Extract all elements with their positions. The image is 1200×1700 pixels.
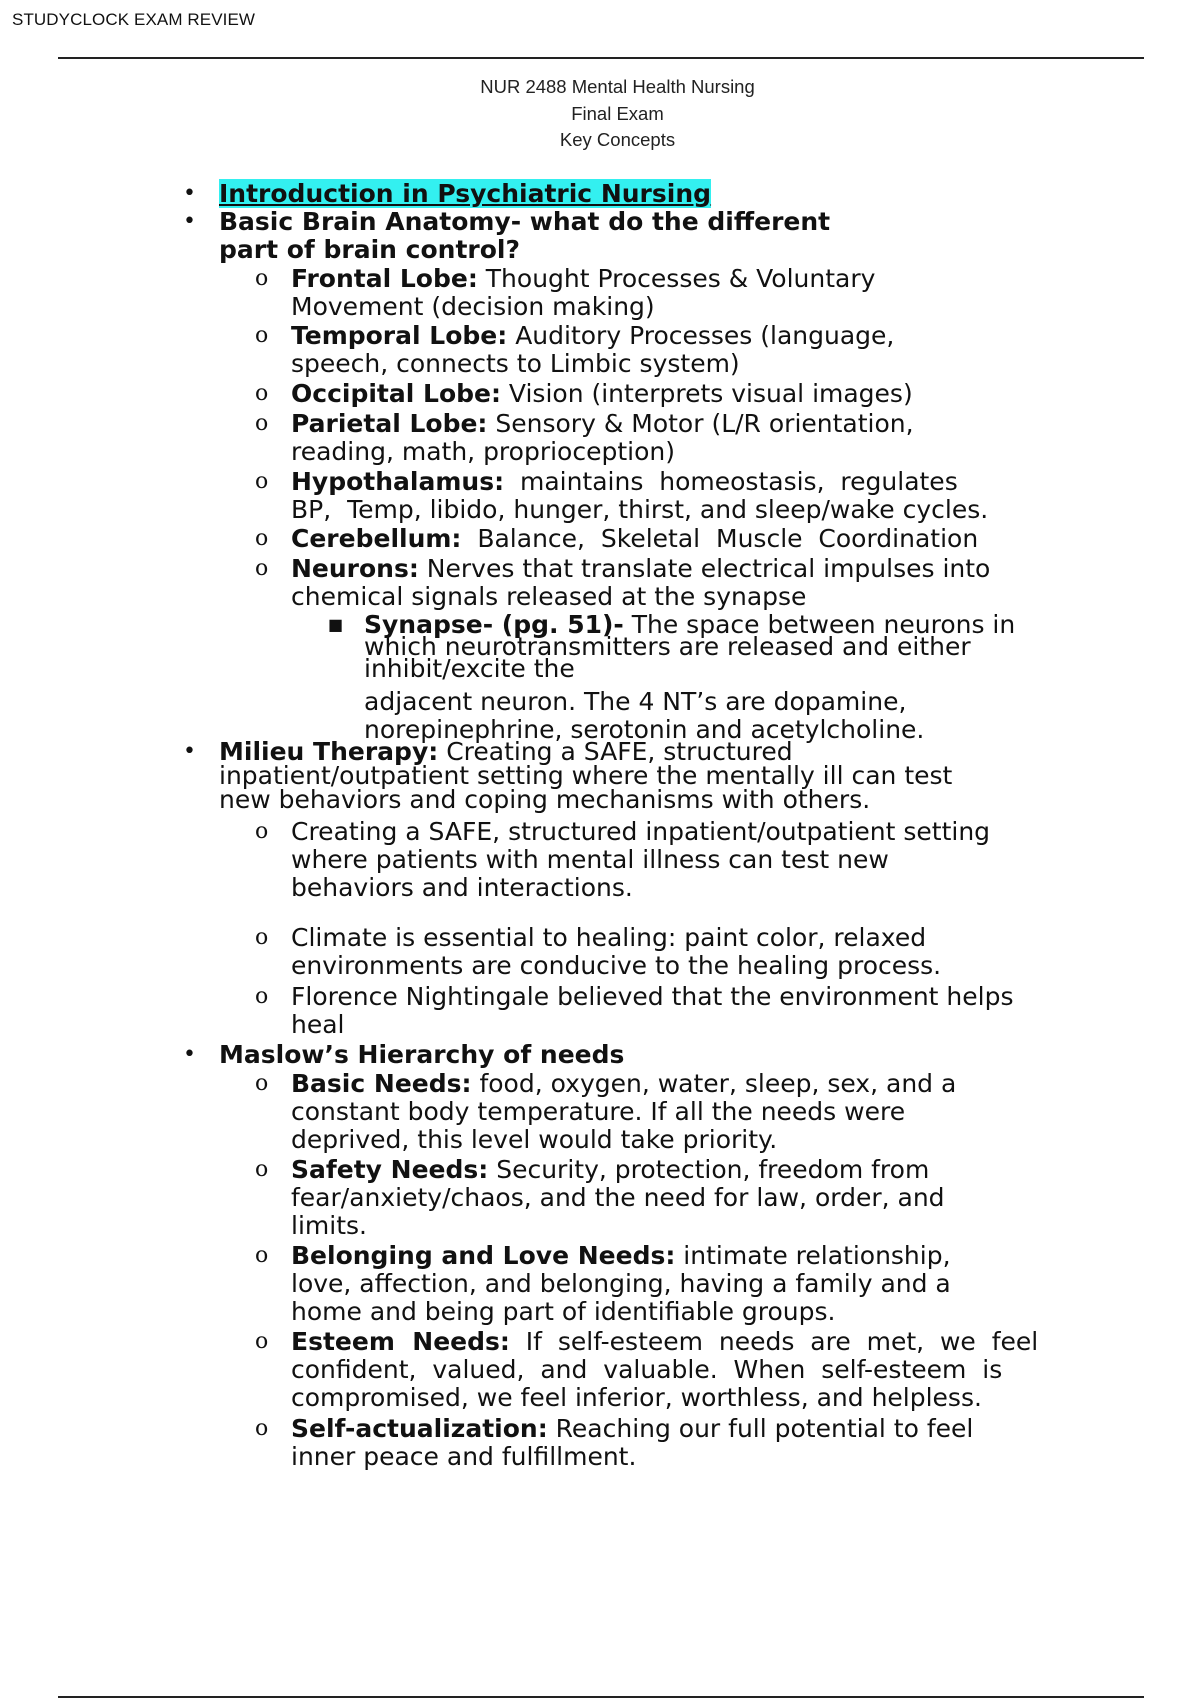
sub-marker: o [255, 1157, 269, 1182]
milieu-sub3-line-2: heal [291, 1010, 345, 1039]
parietal-lobe-item [255, 409, 914, 466]
esteem-needs-text: If self-esteem needs are met, we feel [509, 1327, 1039, 1356]
milieu-sub-3 [255, 982, 1014, 1039]
safety-needs-text-2: fear/anxiety/chaos, and the need for law, order, and [291, 1183, 945, 1212]
occipital-lobe-item [255, 379, 913, 408]
sub-marker: o [255, 266, 269, 291]
esteem-needs-term: Esteem Needs: [291, 1327, 510, 1356]
safety-needs-text-3: limits. [291, 1211, 367, 1240]
neurons-text-2: chemical signals released at the synapse [291, 582, 807, 611]
parietal-text-2: reading, math, proprioception) [291, 437, 675, 466]
neurons-text: Nerves that translate electrical impulses into [418, 554, 991, 583]
maslow-heading: Maslow’s Hierarchy of needs [219, 1040, 625, 1069]
sub-marker: o [255, 411, 269, 436]
milieu-sub1-line-3: behaviors and interactions. [291, 873, 633, 902]
self-actualization-term: Self-actualization: [291, 1414, 548, 1443]
belonging-needs-term: Belonging and Love Needs: [291, 1241, 676, 1270]
bullet-marker: • [183, 181, 196, 206]
topic-intro [183, 179, 712, 208]
belonging-needs-text-2: love, affection, and belonging, having a family and a [291, 1269, 951, 1298]
square-marker: ■ [328, 615, 344, 634]
neurons-item [255, 554, 991, 611]
milieu-term: Milieu Therapy: [219, 737, 439, 766]
basic-needs-text-2: constant body temperature. If all the needs were [291, 1097, 906, 1126]
belonging-needs-text: intimate relationship, [675, 1241, 951, 1270]
sub-marker: o [255, 381, 269, 406]
topic-maslow [183, 1040, 625, 1069]
bullet-marker: • [183, 739, 196, 764]
hypothalamus-text-2: BP, Temp, libido, hunger, thirst, and sleep/wake cycles. [291, 495, 989, 524]
sub-marker: o [255, 1329, 269, 1354]
milieu-text-2: inpatient/outpatient setting where the mentally ill can test [219, 761, 953, 790]
milieu-sub-1 [255, 817, 991, 902]
neurons-term: Neurons: [291, 554, 419, 583]
occipital-term: Occipital Lobe: [291, 379, 501, 408]
cerebellum-text: Balance, Skeletal Muscle Coordination [461, 524, 979, 553]
hypothalamus-term: Hypothalamus: [291, 467, 505, 496]
sub-marker: o [255, 323, 269, 348]
basic-needs-text: food, oxygen, water, sleep, sex, and a [471, 1069, 957, 1098]
self-actualization-item [255, 1414, 974, 1471]
synapse-item [328, 610, 1016, 683]
basic-needs-text-3: deprived, this level would take priority. [291, 1125, 778, 1154]
milieu-sub2-line-2: environments are conducive to the healing process. [291, 951, 942, 980]
milieu-sub1-line-2: where patients with mental illness can test new [291, 845, 889, 874]
brain-heading-line-2: part of brain control? [219, 235, 520, 264]
safety-needs-text: Security, protection, freedom from [488, 1155, 930, 1184]
milieu-sub1-line-1: Creating a SAFE, structured inpatient/outpatient setting [291, 817, 991, 846]
hypothalamus-text: maintains homeostasis, regulates [504, 467, 958, 496]
occipital-text: Vision (interprets visual images) [500, 379, 913, 408]
document-header [0, 74, 1200, 154]
sub-marker: o [255, 556, 269, 581]
belonging-needs-item [255, 1241, 951, 1326]
frontal-lobe-item [255, 264, 876, 321]
bullet-marker: • [183, 1042, 196, 1067]
header-divider [58, 57, 1144, 59]
cerebellum-item [255, 524, 979, 553]
temporal-lobe-item [255, 321, 895, 378]
synapse-term: Synapse- (pg. 51)- [364, 610, 624, 639]
temporal-text: Auditory Processes (language, [507, 321, 895, 350]
course-title: NUR 2488 Mental Health Nursing [480, 76, 755, 97]
brain-heading-line-1: Basic Brain Anatomy- what do the different [219, 207, 831, 236]
hypothalamus-item [255, 467, 989, 524]
safety-needs-term: Safety Needs: [291, 1155, 489, 1184]
basic-needs-term: Basic Needs: [291, 1069, 472, 1098]
milieu-sub2-line-1: Climate is essential to healing: paint color, relaxed [291, 923, 927, 952]
temporal-term: Temporal Lobe: [291, 321, 508, 350]
parietal-term: Parietal Lobe: [291, 409, 488, 438]
synapse-text-2: which neurotransmitters are released and either [364, 632, 971, 661]
self-actualization-text: Reaching our full potential to feel [547, 1414, 974, 1443]
sub-marker: o [255, 925, 269, 950]
esteem-needs-text-2: confident, valued, and valuable. When self-esteem is [291, 1355, 1003, 1384]
self-actualization-text-2: inner peace and fulfillment. [291, 1442, 637, 1471]
milieu-text-3: new behaviors and coping mechanisms with others. [219, 785, 871, 814]
footer-divider [58, 1696, 1144, 1698]
topic-milieu-therapy [183, 737, 953, 814]
frontal-text-2: Movement (decision making) [291, 292, 655, 321]
topic-brain-anatomy [183, 207, 831, 264]
sub-marker: o [255, 1243, 269, 1268]
synapse-text-4: adjacent neuron. The 4 NT’s are dopamine, [364, 687, 907, 716]
bullet-marker: • [183, 209, 196, 234]
milieu-sub-2 [255, 923, 942, 980]
watermark-label: STUDYCLOCK EXAM REVIEW [12, 10, 256, 29]
sub-marker: o [255, 1416, 269, 1441]
parietal-text: Sensory & Motor (L/R orientation, [487, 409, 914, 438]
synapse-text: The space between neurons in [623, 610, 1016, 639]
safety-needs-item [255, 1155, 945, 1240]
sub-marker: o [255, 1071, 269, 1096]
sub-marker: o [255, 984, 269, 1009]
intro-heading: Introduction in Psychiatric Nursing [219, 179, 712, 208]
milieu-text: Creating a SAFE, structured [438, 737, 793, 766]
basic-needs-item [255, 1069, 957, 1154]
belonging-needs-text-3: home and being part of identifiable groups. [291, 1297, 836, 1326]
synapse-continued [364, 688, 924, 744]
esteem-needs-text-3: compromised, we feel inferior, worthless, and helpless. [291, 1383, 982, 1412]
cerebellum-term: Cerebellum: [291, 524, 462, 553]
synapse-text-5: norepinephrine, serotonin and acetylcholine. [364, 715, 925, 744]
esteem-needs-item [255, 1327, 1039, 1412]
frontal-text: Thought Processes & Voluntary [477, 264, 876, 293]
doc-subtitle: Key Concepts [559, 129, 676, 150]
exam-title: Final Exam [571, 102, 664, 124]
frontal-term: Frontal Lobe: [291, 264, 478, 293]
synapse-text-3: inhibit/excite the [364, 654, 575, 683]
sub-marker: o [255, 526, 269, 551]
milieu-sub3-line-1: Florence Nightingale believed that the environment helps [291, 982, 1014, 1011]
temporal-text-2: speech, connects to Limbic system) [291, 349, 740, 378]
sub-marker: o [255, 469, 269, 494]
sub-marker: o [255, 819, 269, 844]
